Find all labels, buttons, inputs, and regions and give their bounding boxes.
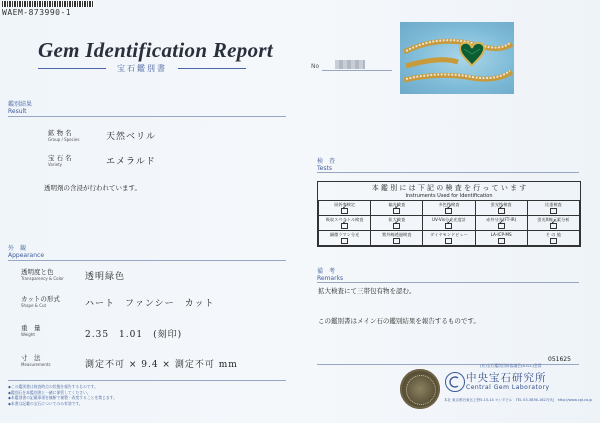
report-no-line <box>322 70 392 71</box>
variety-label: 宝 石 名 Variety <box>48 154 72 167</box>
section-result-label: 鑑別結果 Result <box>8 101 33 115</box>
footer-note: ◆本書は記載の宝石についてのみ有効です。 <box>8 400 83 406</box>
remarks-text: 拡大検査にて三帯包有物を認む。 <box>318 287 416 295</box>
shape-value: ハート ファンシー カット <box>85 299 215 309</box>
group-label: 鉱 物 名 Group / Species <box>48 129 80 142</box>
table-row <box>319 216 580 231</box>
section-rule <box>317 172 579 173</box>
test-cell: 紫外線透過検査 <box>371 231 423 246</box>
shape-label: カットの形式 Shape & Cut <box>21 295 60 308</box>
test-cell: 吸収スペクトル検査 ✓ <box>319 216 371 231</box>
color-value: 透明緑色 <box>85 272 126 282</box>
cgl-logo-icon <box>446 373 464 391</box>
test-cell: 赤外分光(FT-IR) ✓ <box>475 216 527 231</box>
instruments-table <box>317 181 581 247</box>
test-cell: 顕微ラマン分光 <box>319 231 371 246</box>
stamp-code: WAEM-873990-1 <box>2 8 72 17</box>
footer-note: ◆この鑑別書は検査時点の状態を報告するものです。 <box>8 384 98 389</box>
instruments-header: 本 鑑 別 に は 下 記 の 検 査 を 行 っ て い ま す Instruments Used for Identification <box>371 184 527 199</box>
footer-note: ◆鑑別石を本鑑別書と一緒に保管してください。 <box>8 389 91 395</box>
test-cell: ダイヤモンドビュー <box>423 231 475 246</box>
test-cell: 多色性検査 ✓ <box>423 201 475 216</box>
section-rule <box>8 116 286 117</box>
measurements-value: 測定不可 × 9.4 × 測定不可 mm <box>85 360 238 370</box>
test-cell: 比重検査 <box>527 201 579 216</box>
group-value: 天然ベリル <box>106 132 157 142</box>
weight-label: 重 量 Weight <box>21 324 41 337</box>
barcode <box>2 1 94 7</box>
lab-name-ja: 中央宝石研究所 <box>466 372 547 384</box>
lab-address: 本社 東京都台東区上野5-15-14 ヨシダビル TEL 03-3836-1627(代) http://www.cgl.co.jp <box>444 398 593 402</box>
test-cell: LA-ICP-MS <box>475 231 527 246</box>
test-cell: 屈折率検定 ✓ <box>319 201 371 216</box>
weight-value: 2.35 1.01 (刻印) <box>85 330 183 340</box>
cgl-logo <box>445 372 465 392</box>
footer-rule <box>8 380 286 381</box>
report-statement: この鑑別書はメイン石の鑑別結果を報告するものです。 <box>318 317 480 325</box>
test-cell: そ の 他 <box>527 231 579 246</box>
section-rule <box>317 282 579 283</box>
report-title: Gem Identification Report <box>38 38 273 62</box>
gem-photo <box>400 22 514 94</box>
measurements-label: 寸 法 Measurements <box>21 354 51 367</box>
serial-number: 051625 <box>548 356 571 363</box>
embossed-seal <box>400 369 440 409</box>
section-tests-label: 検 査 Tests <box>317 158 336 172</box>
lab-name-en: Central Gem Laboratory <box>466 384 550 391</box>
footer-notes <box>8 384 278 406</box>
section-rule <box>8 260 286 261</box>
table-row <box>319 201 580 216</box>
report-no-redacted <box>335 60 365 69</box>
section-appearance-label: 外 観 Appearance <box>8 245 45 259</box>
test-cell: 拡大検査 ✓ <box>371 216 423 231</box>
report-no-label: No <box>311 63 320 70</box>
variety-value: エメラルド <box>106 157 156 167</box>
test-cell: 蛍光性検査 ✓ <box>475 201 527 216</box>
report-subtitle: 宝石鑑別書 <box>38 63 246 74</box>
test-cell: 偏光検査 ✓ <box>371 201 423 216</box>
footer-note: ◆本鑑別書の記載事項を無断で複製・改変することを禁じます。 <box>8 395 117 401</box>
test-cell: 蛍光X線元素分析 ✓ <box>527 216 579 231</box>
lab-association: (社)宝石鑑別団体協議会(A.G.L)会員 <box>480 363 542 368</box>
ring-illustration <box>400 22 514 94</box>
color-label: 透明度と色 Transparency & Color <box>21 268 64 281</box>
section-remarks-label: 備 考 Remarks <box>317 268 344 282</box>
table-row <box>319 231 580 246</box>
treatment-note: 透明剤の含浸が行われています。 <box>44 184 141 192</box>
test-cell: UV-Vis分光光度計 ✓ <box>423 216 475 231</box>
